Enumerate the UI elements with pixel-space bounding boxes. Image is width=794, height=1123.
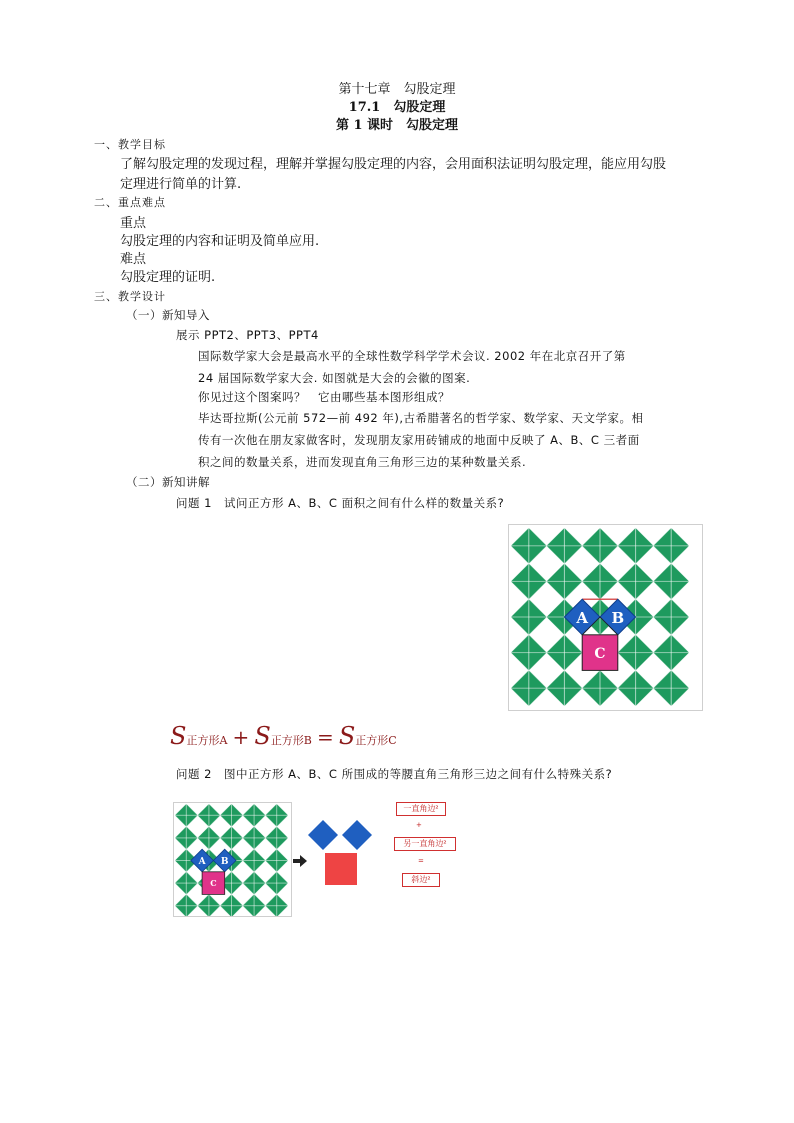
lesson-title: 第 1 课时 勾股定理	[335, 118, 459, 133]
square-a	[308, 820, 338, 850]
square-b	[342, 820, 372, 850]
label-c: C	[594, 646, 606, 662]
para1-line2: 24 届国际数学家大会. 如图就是大会的会徽的图案.	[198, 371, 471, 385]
hard-text: 勾股定理的证明.	[120, 270, 216, 285]
label-a: A	[576, 609, 589, 627]
para3-line1: 毕达哥拉斯(公元前 572—前 492 年),古希腊著名的哲学家、数学家、天文学家。相	[198, 411, 644, 425]
small-label-b: B	[220, 857, 229, 867]
question-1: 问题 1 试问正方形 A、B、C 面积之间有什么样的数量关系?	[176, 496, 505, 510]
para3-line2: 传有一次他在朋友家做客时，发现朋友家用砖铺成的地面中反映了 A、B、C 三者面	[198, 433, 640, 447]
leg2-box: 另一直角边²	[394, 837, 456, 851]
para3-line3: 积之间的数量关系，进而发现直角三角形三边的某种数量关系.	[198, 455, 527, 469]
label-b: B	[611, 609, 625, 627]
formula-sub-c: 正方形C	[355, 734, 397, 747]
tile-pattern-small	[174, 803, 291, 916]
formula-s3: S	[338, 722, 356, 750]
plus-sign: +	[416, 821, 422, 829]
formula-s1: S	[170, 722, 187, 750]
design-heading: 三、教学设计	[94, 290, 166, 303]
small-label-c: C	[210, 878, 217, 888]
formula-sub-a: 正方形A	[186, 734, 228, 747]
key-label: 重点	[120, 216, 147, 231]
hard-label: 难点	[120, 252, 147, 267]
para2: 你见过这个图案吗？ 它由哪些基本图形组成？	[198, 390, 450, 404]
formula-s2: S	[254, 722, 271, 750]
area-formula	[170, 722, 397, 750]
leg1-box: 一直角边²	[396, 802, 446, 816]
section-title: 17.1 勾股定理	[348, 100, 446, 115]
formula-sub-b: 正方形B	[270, 734, 312, 747]
tile-figure-small	[173, 802, 292, 917]
hypotenuse-box: 斜边²	[402, 873, 440, 887]
part1-heading: （一）新知导入	[126, 308, 210, 322]
small-label-a: A	[198, 857, 206, 867]
formula-plus: +	[232, 725, 250, 749]
tile-pattern-large	[509, 525, 702, 710]
tile-figure-large	[508, 524, 703, 711]
question-2: 问题 2 图中正方形 A、B、C 所围成的等腰直角三角形三边之间有什么特殊关系?	[176, 767, 613, 781]
formula-equals: =	[317, 725, 334, 749]
show-slides: 展示 PPT2、PPT3、PPT4	[176, 328, 319, 342]
part2-heading: （二）新知讲解	[126, 475, 210, 489]
chapter-title: 第十七章 勾股定理	[338, 82, 456, 97]
para1-line1: 国际数学家大会是最高水平的全球性数学科学学术会议. 2002 年在北京召开了第	[198, 349, 626, 363]
key-text: 勾股定理的内容和证明及简单应用.	[120, 234, 320, 249]
squares-diagram	[305, 815, 385, 891]
goals-text-2: 定理进行简单的计算.	[120, 177, 242, 192]
square-c	[325, 853, 357, 885]
goals-heading: 一、教学目标	[94, 138, 166, 151]
keypoints-heading: 二、重点难点	[94, 196, 166, 209]
equals-sign: =	[418, 857, 424, 865]
goals-text-1: 了解勾股定理的发现过程，理解并掌握勾股定理的内容，会用面积法证明勾股定理，能应用勾股	[120, 157, 667, 172]
